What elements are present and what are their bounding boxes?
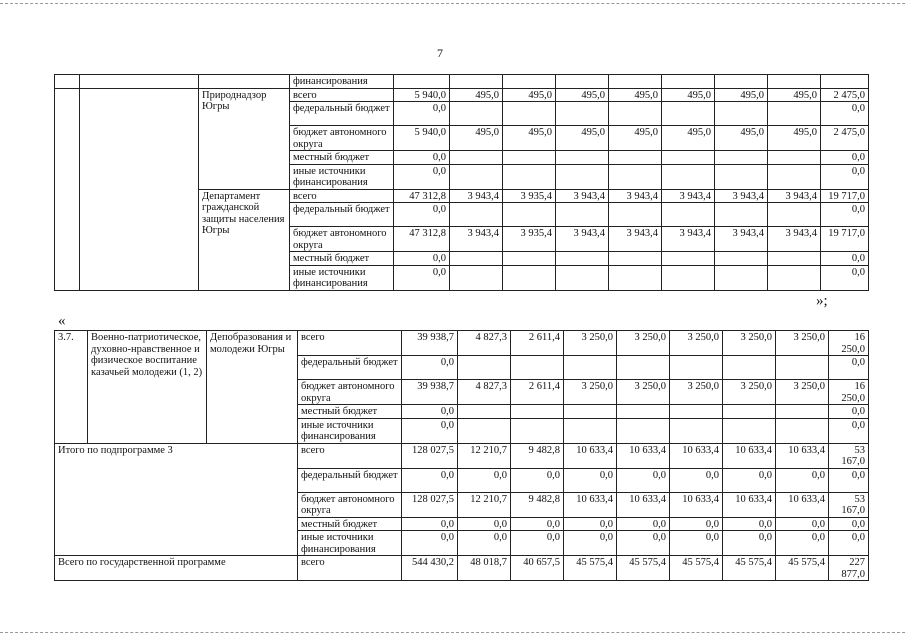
value-cell xyxy=(609,151,662,165)
value-cell xyxy=(715,252,768,266)
value-cell: 0,0 xyxy=(776,517,829,531)
value-cell xyxy=(503,151,556,165)
source-label: иные источники финансирования xyxy=(290,164,394,189)
source-label: федеральный бюджет xyxy=(290,102,394,126)
value-cell: 0,0 xyxy=(394,252,450,266)
value-cell xyxy=(617,356,670,380)
value-cell: 495,0 xyxy=(556,88,609,102)
table-row xyxy=(55,75,869,89)
value-cell: 3 943,4 xyxy=(768,227,821,252)
value-cell xyxy=(723,356,776,380)
value-cell: 0,0 xyxy=(402,517,458,531)
value-cell: 3 943,4 xyxy=(715,227,768,252)
value-cell: 0,0 xyxy=(394,265,450,290)
value-cell: 39 938,7 xyxy=(402,331,458,356)
value-cell xyxy=(617,418,670,443)
value-cell: 495,0 xyxy=(503,88,556,102)
value-cell: 9 482,8 xyxy=(511,492,564,517)
value-cell: 495,0 xyxy=(609,88,662,102)
source-label: всего xyxy=(290,88,394,102)
source-label: бюджет автономного округа xyxy=(290,126,394,151)
value-cell xyxy=(450,164,503,189)
value-cell xyxy=(715,75,768,89)
value-cell: 3 943,4 xyxy=(556,189,609,203)
value-cell xyxy=(609,102,662,126)
value-cell xyxy=(564,418,617,443)
value-cell: 3 250,0 xyxy=(776,331,829,356)
source-label: бюджет автономного округа xyxy=(298,380,402,405)
value-cell xyxy=(768,265,821,290)
value-cell: 0,0 xyxy=(829,418,869,443)
item-number-cell xyxy=(55,75,80,89)
value-cell xyxy=(503,265,556,290)
value-cell: 3 250,0 xyxy=(670,331,723,356)
value-cell: 0,0 xyxy=(670,517,723,531)
value-cell: 10 633,4 xyxy=(670,443,723,468)
value-cell: 0,0 xyxy=(829,531,869,556)
value-cell: 3 943,4 xyxy=(556,227,609,252)
value-cell xyxy=(503,164,556,189)
value-cell: 12 210,7 xyxy=(458,443,511,468)
source-label: местный бюджет xyxy=(298,517,402,531)
value-cell: 0,0 xyxy=(723,468,776,492)
value-cell: 0,0 xyxy=(394,203,450,227)
value-cell: 3 250,0 xyxy=(617,331,670,356)
value-cell xyxy=(715,102,768,126)
top-finance-table xyxy=(54,74,869,291)
value-cell: 10 633,4 xyxy=(723,492,776,517)
value-cell xyxy=(503,252,556,266)
value-cell xyxy=(768,151,821,165)
value-cell xyxy=(458,405,511,419)
value-cell: 10 633,4 xyxy=(564,443,617,468)
value-cell xyxy=(458,356,511,380)
value-cell: 0,0 xyxy=(723,531,776,556)
value-cell: 128 027,5 xyxy=(402,443,458,468)
value-cell xyxy=(723,418,776,443)
value-cell xyxy=(768,75,821,89)
value-cell: 3 935,4 xyxy=(503,227,556,252)
source-label: всего xyxy=(290,189,394,203)
value-cell xyxy=(662,252,715,266)
table-row xyxy=(55,331,869,356)
value-cell xyxy=(609,265,662,290)
value-cell: 16 250,0 xyxy=(829,380,869,405)
value-cell: 0,0 xyxy=(394,102,450,126)
value-cell: 227 877,0 xyxy=(829,556,869,581)
value-cell: 0,0 xyxy=(564,517,617,531)
value-cell xyxy=(511,418,564,443)
source-label: иные источники финансирования xyxy=(298,531,402,556)
executor-cell: Депобразования и молодежи Югры xyxy=(207,331,298,444)
value-cell: 3 943,4 xyxy=(450,189,503,203)
source-label: всего xyxy=(298,331,402,356)
value-cell: 0,0 xyxy=(402,405,458,419)
value-cell xyxy=(662,164,715,189)
item-number-cell: 3.7. xyxy=(55,331,88,444)
value-cell xyxy=(609,164,662,189)
bottom-finance-table xyxy=(54,330,869,581)
value-cell: 0,0 xyxy=(829,468,869,492)
value-cell xyxy=(670,356,723,380)
item-name-cell xyxy=(80,88,199,290)
value-cell xyxy=(662,203,715,227)
value-cell: 495,0 xyxy=(450,126,503,151)
value-cell: 0,0 xyxy=(564,468,617,492)
value-cell: 0,0 xyxy=(394,151,450,165)
value-cell xyxy=(776,405,829,419)
value-cell: 0,0 xyxy=(821,265,869,290)
value-cell: 495,0 xyxy=(609,126,662,151)
value-cell: 3 250,0 xyxy=(564,380,617,405)
source-label: бюджет автономного округа xyxy=(298,492,402,517)
item-name-cell: Военно-патриотическое, духовно-нравственное и физическое воспитание казачьей молодежи (1, 2) xyxy=(88,331,207,444)
source-label: всего xyxy=(298,443,402,468)
value-cell: 3 250,0 xyxy=(670,380,723,405)
value-cell: 0,0 xyxy=(402,356,458,380)
value-cell: 0,0 xyxy=(821,164,869,189)
value-cell xyxy=(821,75,869,89)
value-cell xyxy=(511,405,564,419)
value-cell xyxy=(564,405,617,419)
table-row xyxy=(55,556,869,581)
value-cell: 10 633,4 xyxy=(617,443,670,468)
table-row xyxy=(55,443,869,468)
value-cell: 3 943,4 xyxy=(450,227,503,252)
source-label: бюджет автономного округа xyxy=(290,227,394,252)
value-cell xyxy=(556,252,609,266)
value-cell: 0,0 xyxy=(564,531,617,556)
value-cell: 544 430,2 xyxy=(402,556,458,581)
closing-quote-mark: »; xyxy=(816,293,828,309)
value-cell xyxy=(768,252,821,266)
value-cell: 128 027,5 xyxy=(402,492,458,517)
value-cell xyxy=(556,151,609,165)
value-cell xyxy=(503,203,556,227)
value-cell: 495,0 xyxy=(768,126,821,151)
value-cell xyxy=(768,164,821,189)
value-cell: 48 018,7 xyxy=(458,556,511,581)
value-cell: 0,0 xyxy=(821,252,869,266)
value-cell: 495,0 xyxy=(768,88,821,102)
value-cell: 0,0 xyxy=(617,531,670,556)
value-cell: 4 827,3 xyxy=(458,331,511,356)
value-cell: 0,0 xyxy=(511,531,564,556)
value-cell: 45 575,4 xyxy=(776,556,829,581)
value-cell: 0,0 xyxy=(617,517,670,531)
value-cell xyxy=(662,151,715,165)
value-cell: 3 943,4 xyxy=(662,189,715,203)
value-cell: 9 482,8 xyxy=(511,443,564,468)
value-cell: 3 250,0 xyxy=(617,380,670,405)
source-label: иные источники финансирования xyxy=(290,265,394,290)
source-label: иные источники финансирования xyxy=(298,418,402,443)
value-cell: 10 633,4 xyxy=(723,443,776,468)
value-cell xyxy=(503,102,556,126)
value-cell xyxy=(556,265,609,290)
source-label: местный бюджет xyxy=(290,252,394,266)
value-cell: 3 250,0 xyxy=(564,331,617,356)
value-cell xyxy=(450,252,503,266)
value-cell: 495,0 xyxy=(662,126,715,151)
value-cell: 0,0 xyxy=(776,531,829,556)
value-cell xyxy=(715,151,768,165)
value-cell: 45 575,4 xyxy=(670,556,723,581)
value-cell: 0,0 xyxy=(458,468,511,492)
value-cell: 495,0 xyxy=(715,126,768,151)
value-cell xyxy=(556,203,609,227)
value-cell: 40 657,5 xyxy=(511,556,564,581)
source-label: финансирования xyxy=(290,75,394,89)
page-number: 7 xyxy=(437,46,443,60)
value-cell: 12 210,7 xyxy=(458,492,511,517)
value-cell: 0,0 xyxy=(821,151,869,165)
value-cell xyxy=(723,405,776,419)
executor-cell: Природнадзор Югры xyxy=(199,88,290,189)
value-cell xyxy=(662,75,715,89)
scan-edge-bottom xyxy=(0,632,905,633)
value-cell: 45 575,4 xyxy=(564,556,617,581)
value-cell xyxy=(670,418,723,443)
source-label: федеральный бюджет xyxy=(298,468,402,492)
value-cell xyxy=(662,102,715,126)
value-cell: 19 717,0 xyxy=(821,189,869,203)
value-cell: 45 575,4 xyxy=(617,556,670,581)
value-cell: 0,0 xyxy=(670,531,723,556)
value-cell: 0,0 xyxy=(402,468,458,492)
opening-quote-mark: « xyxy=(58,313,66,329)
value-cell: 0,0 xyxy=(511,517,564,531)
value-cell: 19 717,0 xyxy=(821,227,869,252)
value-cell: 53 167,0 xyxy=(829,443,869,468)
table-row xyxy=(55,88,869,102)
value-cell: 0,0 xyxy=(821,102,869,126)
value-cell xyxy=(776,418,829,443)
value-cell xyxy=(768,203,821,227)
value-cell xyxy=(556,164,609,189)
source-label: федеральный бюджет xyxy=(298,356,402,380)
value-cell xyxy=(715,265,768,290)
value-cell: 2 475,0 xyxy=(821,88,869,102)
value-cell: 5 940,0 xyxy=(394,126,450,151)
source-label: всего xyxy=(298,556,402,581)
value-cell xyxy=(609,203,662,227)
value-cell: 0,0 xyxy=(458,531,511,556)
value-cell xyxy=(670,405,723,419)
value-cell: 495,0 xyxy=(556,126,609,151)
scan-edge-top xyxy=(0,3,905,4)
value-cell: 0,0 xyxy=(511,468,564,492)
source-label: федеральный бюджет xyxy=(290,203,394,227)
value-cell xyxy=(458,418,511,443)
value-cell: 3 943,4 xyxy=(609,227,662,252)
value-cell xyxy=(450,102,503,126)
value-cell: 0,0 xyxy=(402,531,458,556)
value-cell: 10 633,4 xyxy=(776,443,829,468)
value-cell: 3 250,0 xyxy=(723,331,776,356)
value-cell xyxy=(450,203,503,227)
value-cell xyxy=(609,252,662,266)
value-cell: 47 312,8 xyxy=(394,189,450,203)
value-cell: 47 312,8 xyxy=(394,227,450,252)
item-name-cell xyxy=(80,75,199,89)
value-cell: 10 633,4 xyxy=(617,492,670,517)
value-cell: 39 938,7 xyxy=(402,380,458,405)
value-cell: 0,0 xyxy=(394,164,450,189)
value-cell xyxy=(503,75,556,89)
value-cell xyxy=(556,102,609,126)
value-cell: 2 475,0 xyxy=(821,126,869,151)
value-cell xyxy=(715,164,768,189)
value-cell xyxy=(564,356,617,380)
value-cell: 3 943,4 xyxy=(662,227,715,252)
source-label: местный бюджет xyxy=(290,151,394,165)
value-cell: 10 633,4 xyxy=(564,492,617,517)
value-cell xyxy=(450,75,503,89)
value-cell: 3 250,0 xyxy=(776,380,829,405)
value-cell xyxy=(511,356,564,380)
item-number-cell xyxy=(55,88,80,290)
executor-cell: Департамент гражданской защиты населения Югры xyxy=(199,189,290,290)
value-cell: 0,0 xyxy=(670,468,723,492)
subtotal-label: Итого по подпрограмме 3 xyxy=(55,443,298,556)
value-cell xyxy=(776,356,829,380)
value-cell: 495,0 xyxy=(662,88,715,102)
value-cell: 16 250,0 xyxy=(829,331,869,356)
value-cell: 495,0 xyxy=(715,88,768,102)
value-cell xyxy=(450,265,503,290)
value-cell: 3 943,4 xyxy=(715,189,768,203)
value-cell: 2 611,4 xyxy=(511,331,564,356)
source-label: местный бюджет xyxy=(298,405,402,419)
value-cell xyxy=(715,203,768,227)
value-cell: 0,0 xyxy=(402,418,458,443)
value-cell: 0,0 xyxy=(829,517,869,531)
value-cell xyxy=(768,102,821,126)
total-label: Всего по государственной программе xyxy=(55,556,298,581)
value-cell: 45 575,4 xyxy=(723,556,776,581)
value-cell xyxy=(609,75,662,89)
value-cell: 0,0 xyxy=(776,468,829,492)
executor-cell xyxy=(199,75,290,89)
value-cell: 2 611,4 xyxy=(511,380,564,405)
value-cell: 3 943,4 xyxy=(609,189,662,203)
value-cell xyxy=(450,151,503,165)
value-cell xyxy=(556,75,609,89)
value-cell: 0,0 xyxy=(458,517,511,531)
value-cell: 3 935,4 xyxy=(503,189,556,203)
value-cell: 0,0 xyxy=(617,468,670,492)
value-cell: 10 633,4 xyxy=(776,492,829,517)
value-cell xyxy=(662,265,715,290)
value-cell: 5 940,0 xyxy=(394,88,450,102)
value-cell xyxy=(617,405,670,419)
value-cell: 3 943,4 xyxy=(768,189,821,203)
value-cell: 0,0 xyxy=(829,356,869,380)
value-cell: 3 250,0 xyxy=(723,380,776,405)
value-cell: 495,0 xyxy=(450,88,503,102)
value-cell xyxy=(394,75,450,89)
value-cell: 4 827,3 xyxy=(458,380,511,405)
value-cell: 53 167,0 xyxy=(829,492,869,517)
value-cell: 10 633,4 xyxy=(670,492,723,517)
value-cell: 0,0 xyxy=(723,517,776,531)
value-cell: 0,0 xyxy=(829,405,869,419)
value-cell: 0,0 xyxy=(821,203,869,227)
value-cell: 495,0 xyxy=(503,126,556,151)
